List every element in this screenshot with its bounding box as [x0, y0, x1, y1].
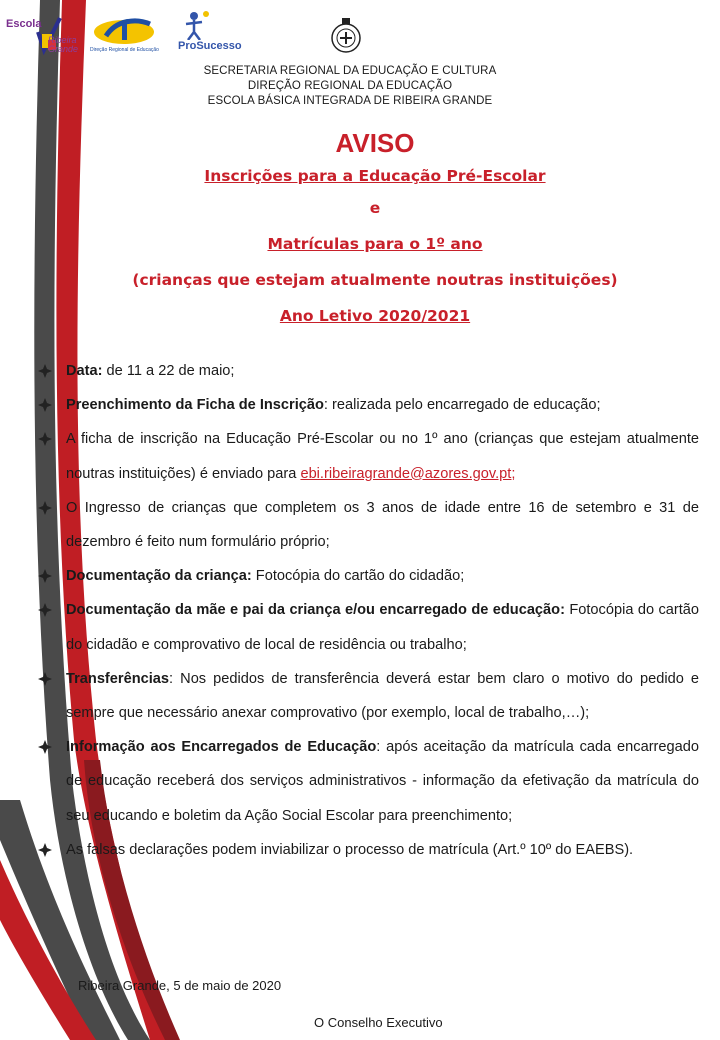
bullet-icon: [38, 501, 52, 515]
list-item-doc-pais: [38, 593, 699, 661]
azores-seal-logo: [330, 16, 362, 56]
item-text: : após aceitação da matrícula cada encarregado de educação receberá dos serviços administrativos - informação da efetivação da matrícula do seu educando e boletim da Ação Social Escolar para preenchimento;: [66, 739, 699, 824]
item-text: As falsas declarações podem inviabilizar o processo de matrícula (Art.º 10º do EAEBS).: [66, 841, 634, 858]
seal-icon: [330, 16, 362, 56]
prosucesso-logo-text: ProSucesso: [178, 40, 242, 52]
prosucesso-logo: [176, 10, 248, 56]
bullet-icon: [38, 432, 52, 446]
document-date: Ribeira Grande, 5 de maio de 2020: [78, 978, 282, 993]
list-item-ingresso: [38, 491, 699, 559]
bullet-icon: [38, 398, 52, 412]
item-label: Informação aos Encarregados de Educação: [66, 739, 377, 756]
signature: O Conselho Executivo: [314, 1015, 443, 1030]
list-item-data: [38, 354, 699, 388]
item-text: O Ingresso de crianças que completem os 3 anos de idade entre 16 de setembro e 31 de dezembro é feito num formulário próprio;: [66, 499, 699, 551]
institution-header: [120, 64, 580, 109]
header-line-3: ESCOLA BÁSICA INTEGRADA DE RIBEIRA GRANDE: [207, 95, 493, 107]
dre-logo-caption: Direção Regional de Educação: [90, 47, 159, 53]
list-item-transferencias: [38, 662, 699, 730]
prosucesso-figure-icon: [176, 10, 216, 40]
title-conjunction: e: [369, 199, 381, 217]
bullet-icon: [38, 364, 52, 378]
item-text: Fotocópia do cartão do cidadão e comprovativo de local de residência ou trabalho;: [66, 602, 700, 653]
title-matriculas: Matrículas para o 1º ano: [267, 235, 483, 253]
dre-logo-icon: [88, 14, 166, 48]
title-ano-letivo: Ano Letivo 2020/2021: [279, 307, 471, 325]
list-item-informacao: [38, 730, 699, 833]
item-text: : realizada pelo encarregado de educação;: [323, 397, 601, 414]
bullet-icon: [38, 843, 52, 857]
list-item-falsas: [38, 833, 699, 867]
bullet-icon: [38, 603, 52, 617]
title-inscricoes: Inscrições para a Educação Pré-Escolar: [204, 167, 546, 185]
email-link[interactable]: ebi.ribeiragrande@azores.gov.pt;: [300, 465, 516, 482]
item-text: de 11 a 22 de maio;: [102, 363, 235, 379]
dre-logo: [88, 14, 166, 56]
item-label: Preenchimento da Ficha de Inscrição: [66, 397, 324, 414]
header-line-2: DIREÇÃO REGIONAL DA EDUCAÇÃO: [247, 80, 453, 92]
list-item-ficha: [38, 388, 699, 422]
item-label: Documentação da mãe e pai da criança e/ou encarregado de educação:: [66, 602, 565, 619]
header-line-1: SECRETARIA REGIONAL DA EDUCAÇÃO E CULTURA: [203, 65, 497, 77]
escola-logo-subtext: Ribeira Grande: [48, 35, 79, 54]
notice-title: AVISO: [335, 128, 415, 158]
logo-bar: [0, 8, 720, 58]
item-label: Data:: [66, 363, 103, 379]
notice-titles: [70, 124, 680, 334]
bullet-icon: [38, 672, 52, 686]
bullet-icon: [38, 569, 52, 583]
escola-logo-text: Escola: [6, 18, 42, 30]
notice-content: [38, 354, 699, 867]
item-text: Fotocópia do cartão do cidadão;: [251, 568, 465, 585]
item-text: : Nos pedidos de transferência deverá estar bem claro o motivo do pedido e sempre que necessário anexar comprovativo (por exemplo, local de trabalho,…);: [66, 670, 699, 722]
title-criancas: (crianças que estejam atualmente noutras instituições): [132, 271, 618, 289]
list-item-doc-crianca: [38, 559, 699, 593]
list-item-envio: [38, 422, 699, 490]
bullet-icon: [38, 740, 52, 754]
escola-logo: [2, 12, 84, 58]
item-label: Transferências: [66, 670, 170, 687]
item-label: Documentação da criança:: [66, 568, 252, 585]
item-text: A ficha de inscrição na Educação Pré-Escolar ou no 1º ano (crianças que estejam atualmente noutras instituições) é enviado para: [66, 431, 699, 482]
